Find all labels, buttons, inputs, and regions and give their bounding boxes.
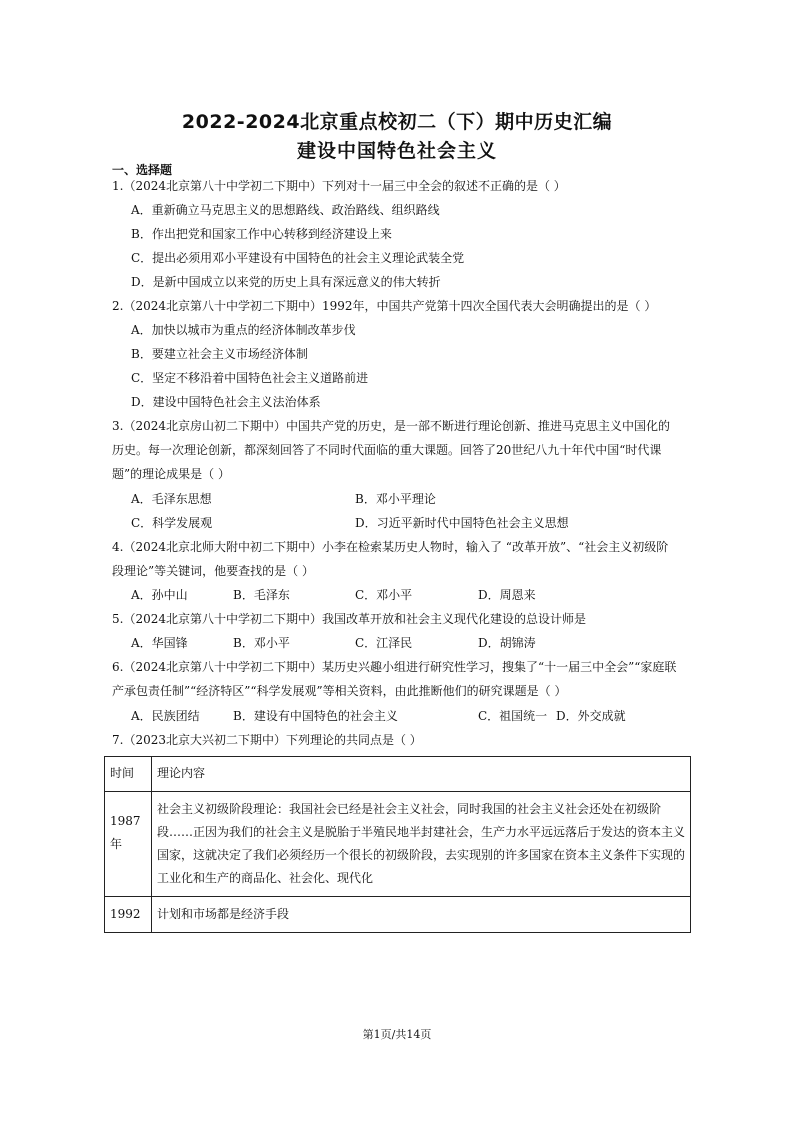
question-3-stem-line-2: 历史。每一次理论创新，都深刻回答了不同时代面临的重大课题。回答了20世纪八九十年代中国“时代课 [112, 443, 662, 457]
question-5-option-c: C．江泽民 [355, 636, 413, 650]
table-header-content: 理论内容 [152, 757, 691, 792]
question-4-option-b: B．毛泽东 [233, 588, 290, 602]
question-4-option-d: D．周恩来 [478, 588, 536, 602]
page-number-footer: 第1页/共14页 [362, 1028, 432, 1041]
question-5-option-d: D．胡锦涛 [478, 636, 536, 650]
question-4-stem-line-2: 段理论”等关键词，他要查找的是（ ） [112, 564, 314, 578]
question-2-stem: 2.（2024北京第八十中学初二下期中）1992年，中国共产党第十四次全国代表大会明确提出的是（ ） [112, 299, 657, 313]
section-heading: 一、选择题 [112, 163, 173, 177]
question-3-option-d: D．习近平新时代中国特色社会主义思想 [355, 516, 569, 530]
question-1-option-c: C．提出必须用邓小平建设有中国特色的社会主义理论武装全党 [131, 251, 465, 265]
question-3-stem-line-1: 3.（2024北京房山初二下期中）中国共产党的历史，是一部不断进行理论创新、推进马克思主义中国化的 [112, 419, 670, 433]
question-6-option-d: D．外交成就 [556, 709, 626, 723]
document-subtitle: 建设中国特色社会主义 [296, 140, 497, 162]
table-cell-year: 1987年 [105, 792, 152, 897]
question-6-option-a: A．民族团结 [131, 709, 200, 723]
question-3-option-b: B．邓小平理论 [355, 492, 436, 506]
question-2-option-b: B．要建立社会主义市场经济体制 [131, 347, 308, 361]
table-header-time: 时间 [105, 757, 152, 792]
table-row [105, 792, 691, 897]
theory-table [104, 756, 691, 933]
question-6-option-c: C．祖国统一 [478, 709, 548, 723]
question-6-stem-line-1: 6.（2024北京第八十中学初二下期中）某历史兴趣小组进行研究性学习，搜集了“十一届三中全会”“家庭联 [112, 660, 677, 674]
question-2-option-c: C．坚定不移沿着中国特色社会主义道路前进 [131, 371, 369, 385]
question-5-stem: 5.（2024北京第八十中学初二下期中）我国改革开放和社会主义现代化建设的总设计师是 [112, 612, 586, 626]
question-5-option-b: B．邓小平 [233, 636, 290, 650]
question-1-option-b: B．作出把党和国家工作中心转移到经济建设上来 [131, 227, 392, 241]
question-5-option-a: A．华国锋 [131, 636, 188, 650]
table-cell-content: 社会主义初级阶段理论：我国社会已经是社会主义社会，同时我国的社会主义社会还处在初级阶段……正因为我们的社会主义是脱胎于半殖民地半封建社会，生产力水平远远落后于发达的资本主义国家，这就决定了我们必须经历一个很长的初级阶段，去实现别的许多国家在资本主义条件下实现的工业化和生产的商品化、社会化、现代化 [152, 792, 691, 897]
question-3-option-a: A．毛泽东思想 [131, 492, 212, 506]
question-3-option-c: C．科学发展观 [131, 516, 213, 530]
question-2-option-a: A．加快以城市为重点的经济体制改革步伐 [131, 323, 356, 337]
question-7-stem: 7.（2023北京大兴初二下期中）下列理论的共同点是（ ） [112, 733, 422, 747]
table-cell-year: 1992 [105, 897, 152, 933]
question-1-option-a: A．重新确立马克思主义的思想路线、政治路线、组织路线 [131, 203, 440, 217]
question-1-stem: 1.（2024北京第八十中学初二下期中）下列对十一届三中全会的叙述不正确的是（ ） [112, 179, 566, 193]
question-1-option-d: D．是新中国成立以来党的历史上具有深远意义的伟大转折 [131, 275, 441, 289]
table-row [105, 897, 691, 933]
question-4-option-a: A．孙中山 [131, 588, 188, 602]
table-cell-content: 计划和市场都是经济手段 [152, 897, 691, 933]
table-header-row [105, 757, 691, 792]
question-4-stem-line-1: 4.（2024北京北师大附中初二下期中）小李在检索某历史人物时，输入了 “改革开放”、“社会主义初级阶 [112, 540, 669, 554]
question-6-option-b: B．建设有中国特色的社会主义 [233, 709, 398, 723]
question-6-stem-line-2: 产承包责任制”“经济特区”“科学发展观”等相关资料，由此推断他们的研究课题是（ ） [112, 684, 567, 698]
question-3-stem-line-3: 题”的理论成果是（ ） [112, 467, 230, 481]
question-2-option-d: D．建设中国特色社会主义法治体系 [131, 395, 321, 409]
document-title: 2022-2024北京重点校初二（下）期中历史汇编 [181, 111, 613, 133]
question-4-option-c: C．邓小平 [355, 588, 413, 602]
